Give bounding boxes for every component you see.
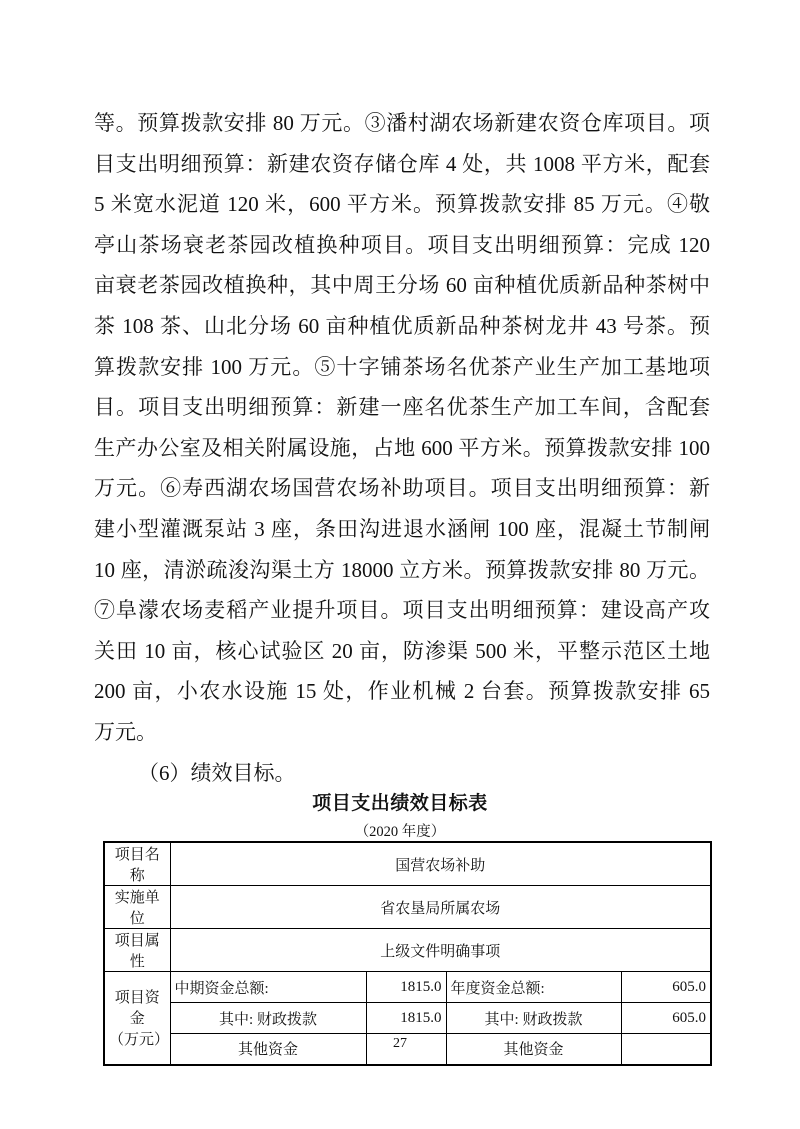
performance-target-table (103, 841, 712, 1066)
body-paragraph (94, 103, 710, 793)
label-annual-total: 年度资金总额: (446, 972, 621, 1003)
body-line: 亩衰老茶园改植换种，其中周王分场 60 亩种植优质新品种茶树中 (94, 273, 710, 298)
table-row (104, 842, 711, 886)
label-midterm-other-funds: 其他资金 (170, 1034, 366, 1065)
body-line: ⑦阜濛农场麦稻产业提升项目。项目支出明细预算：建设高产攻 (94, 598, 710, 623)
row-label-implementing-unit: 实施单位 (104, 886, 170, 929)
value-implementing-unit: 省农垦局所属农场 (170, 886, 711, 929)
value-project-name: 国营农场补助 (170, 842, 711, 886)
body-line: 关田 10 亩，核心试验区 20 亩，防渗渠 500 米，平整示范区土地 (94, 638, 710, 663)
label-annual-other-funds: 其他资金 (446, 1034, 621, 1065)
table-row (104, 929, 711, 972)
body-line: 茶 108 茶、山北分场 60 亩种植优质新品种茶树龙井 43 号茶。预 (94, 313, 710, 338)
page-number: 27 (393, 1036, 407, 1051)
value-annual-fiscal-allocation: 605.0 (621, 1003, 711, 1034)
body-line: 生产办公室及相关附属设施，占地 600 平方米。预算拨款安排 100 (94, 435, 710, 460)
row-label-project-funds-line1: 项目资金 (114, 990, 160, 1028)
body-line: 算拨款安排 100 万元。⑤十字铺茶场名优茶产业生产加工基地项 (94, 354, 710, 379)
row-label-project-funds-line2: （万元） (109, 1032, 170, 1049)
value-annual-total: 605.0 (621, 972, 711, 1003)
body-line: 5 米宽水泥道 120 米，600 平方米。预算拨款安排 85 万元。④敬 (94, 192, 710, 217)
table-row (104, 1003, 711, 1034)
row-label-project-name: 项目名称 (104, 842, 170, 886)
table-row (104, 972, 711, 1003)
body-line: 万元。 (94, 719, 157, 744)
body-line: 10 座，清淤疏浚沟渠土方 18000 立方米。预算拨款安排 80 万元。 (94, 557, 710, 582)
label-midterm-total: 中期资金总额: (170, 972, 366, 1003)
value-project-attribute: 上级文件明确事项 (170, 929, 711, 972)
value-midterm-total: 1815.0 (366, 972, 446, 1003)
body-line: 等。预算拨款安排 80 万元。③潘村湖农场新建农资仓库项目。项 (94, 111, 710, 135)
label-annual-fiscal-allocation: 其中: 财政拨款 (446, 1003, 621, 1034)
section-heading-performance-targets: （6）绩效目标。 (138, 760, 296, 785)
row-label-project-attribute: 项目属性 (104, 929, 170, 972)
body-line: 亭山茶场衰老茶园改植换种项目。项目支出明细预算：完成 120 (94, 232, 710, 257)
body-line: 200 亩，小农水设施 15 处，作业机械 2 台套。预算拨款安排 65 (94, 679, 710, 704)
table-subtitle-year: （2020 年度） (354, 824, 446, 840)
table-title: 项目支出绩效目标表 (312, 793, 488, 814)
body-line: 万元。⑥寿西湖农场国营农场补助项目。项目支出明细预算：新 (94, 476, 710, 501)
value-midterm-fiscal-allocation: 1815.0 (366, 1003, 446, 1034)
body-line: 目支出明细预算：新建农资存储仓库 4 处，共 1008 平方米，配套 (94, 151, 710, 176)
body-line: 建小型灌溉泵站 3 座，条田沟进退水涵闸 100 座，混凝土节制闸 (94, 516, 710, 541)
table-row (104, 886, 711, 929)
label-midterm-fiscal-allocation: 其中: 财政拨款 (170, 1003, 366, 1034)
body-line: 目。项目支出明细预算：新建一座名优茶生产加工车间，含配套 (94, 395, 710, 420)
